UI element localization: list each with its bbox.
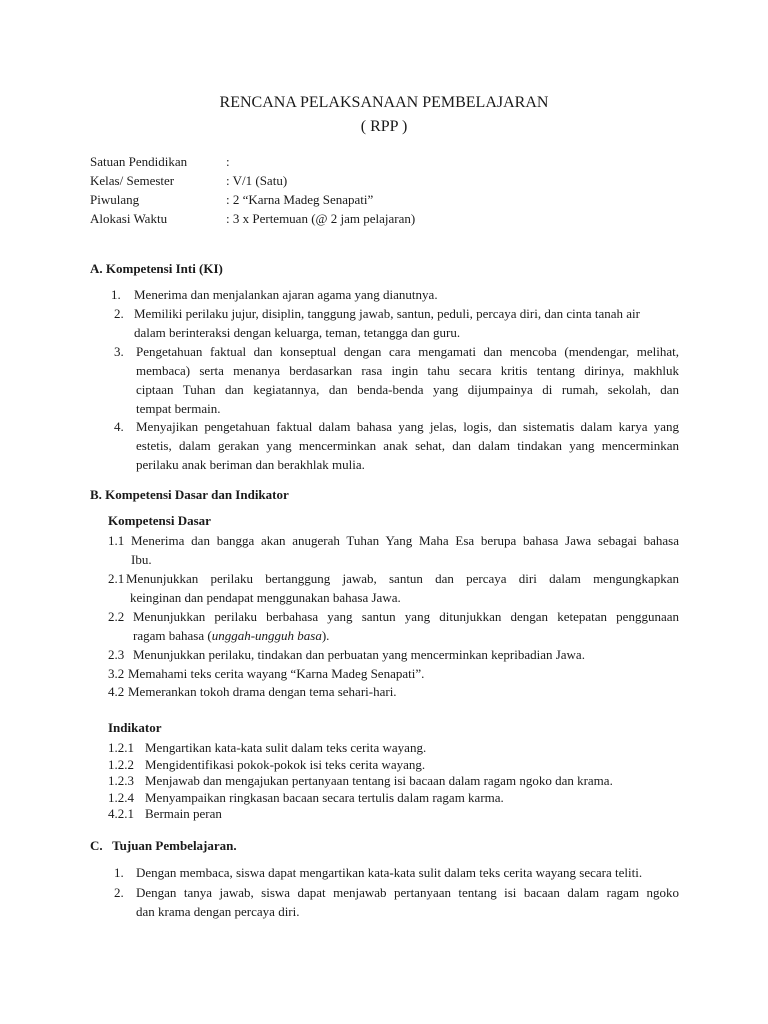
- ind-num-3: 1.2.3: [108, 773, 134, 788]
- ind-item-4: Menyampaikan ringkasan bacaan secara tertulis dalam ragam karma.: [145, 790, 504, 805]
- ind-item-1: Mengartikan kata-kata sulit dalam teks cerita wayang.: [145, 740, 427, 755]
- ind-item-2: Mengidentifikasi pokok-pokok isi teks cerita wayang.: [145, 757, 426, 772]
- kd-num-1-1: 1.1: [108, 533, 125, 548]
- ki-item-1: Menerima dan menjalankan ajaran agama yang dianutnya.: [134, 287, 438, 302]
- document-title: RENCANA PELAKSANAAN PEMBELAJARAN: [219, 94, 549, 111]
- kd-num-2-3: 2.3: [108, 647, 125, 662]
- ki-item-2: Memiliki perilaku jujur, disiplin, tanggung jawab, santun, peduli, percaya diri, dan cinta tanah air dalam berinteraksi dengan keluarga, teman, tetangga dan guru.: [134, 306, 640, 340]
- kd-item-2-2-last-line: ragam bahasa (unggah-ungguh basa).: [133, 627, 330, 643]
- info-label-alokasi: Alokasi Waktu: [90, 211, 168, 226]
- ind-num-4: 1.2.4: [108, 790, 134, 805]
- info-label-satuan: Satuan Pendidikan: [90, 154, 188, 169]
- kd-item-2-1: Menunjukkan perilaku bertanggung jawab, santun dan percaya diri dalam mengungkapkan keinginan dan pendapat menggunakan bahasa Jawa.: [126, 571, 679, 605]
- ki-num-3: 3.: [114, 344, 124, 359]
- ki-item-3: Pengetahuan faktual dan konseptual dengan cara mengamati dan mencoba (mendengar, melihat, membaca) serta menanya berdasarkan rasa ingin tahu secara kritis tentang dirinya, makhluk ciptaan Tuhan dan kegiatannya, dan benda-benda yang dijumpainya di rumah, sekolah, dan tempat bermain.: [136, 344, 679, 416]
- kd-heading: Kompetensi Dasar: [108, 513, 211, 528]
- ki-num-4: 4.: [114, 419, 124, 434]
- kd-item-4-2: Memerankan tokoh drama dengan tema sehari-hari.: [128, 684, 397, 699]
- info-value-piwulang: : 2 “Karna Madeg Senapati”: [226, 192, 374, 207]
- ind-item-3: Menjawab dan mengajukan pertanyaan tentang isi bacaan dalam ragam ngoko dan krama.: [145, 773, 613, 788]
- kd-item-2-2-italic: unggah-ungguh basa: [211, 627, 322, 643]
- ki-item-4: Menyajikan pengetahuan faktual dalam bahasa yang jelas, logis, dan sistematis dalam karya yang estetis, dalam gerakan yang mencerminkan anak sehat, dan dalam tindakan yang mencerminkan perilaku anak beriman dan berakhlak mulia.: [136, 419, 679, 472]
- ind-num-2: 1.2.2: [108, 757, 134, 772]
- section-b-heading: B. Kompetensi Dasar dan Indikator: [90, 487, 289, 502]
- kd-num-2-2: 2.2: [108, 609, 125, 624]
- tujuan-item-2: Dengan tanya jawab, siswa dapat menjawab pertanyaan tentang isi bacaan dalam ragam ngoko dan krama dengan percaya diri.: [136, 885, 679, 919]
- info-value-kelas: : V/1 (Satu): [226, 173, 288, 188]
- info-label-piwulang: Piwulang: [90, 192, 140, 207]
- kd-num-2-1: 2.1: [108, 571, 125, 586]
- info-value-satuan: :: [226, 154, 230, 169]
- ki-num-1: 1.: [111, 287, 121, 302]
- tujuan-item-1: Dengan membaca, siswa dapat mengartikan kata-kata sulit dalam teks cerita wayang secara teliti.: [136, 865, 643, 880]
- kd-item-3-2: Memahami teks cerita wayang “Karna Madeg Senapati”.: [128, 666, 425, 681]
- kd-num-4-2: 4.2: [108, 684, 125, 699]
- indikator-heading: Indikator: [108, 720, 162, 735]
- tujuan-num-1: 1.: [114, 865, 124, 880]
- kd-item-2-2: Menunjukkan perilaku berbahasa yang santun yang ditunjukkan dengan ketepatan penggunaan ragam bahasa (unggah-ungguh basa).: [133, 608, 679, 646]
- section-a-heading: A. Kompetensi Inti (KI): [90, 261, 223, 276]
- ind-num-5: 4.2.1: [108, 806, 134, 821]
- document-subtitle: ( RPP ): [360, 118, 408, 135]
- tujuan-num-2: 2.: [114, 885, 124, 900]
- kd-num-3-2: 3.2: [108, 666, 125, 681]
- ki-num-2: 2.: [114, 306, 124, 321]
- info-value-alokasi: : 3 x Pertemuan (@ 2 jam pelajaran): [226, 211, 416, 226]
- ind-num-1: 1.2.1: [108, 740, 134, 755]
- kd-item-2-3: Menunjukkan perilaku, tindakan dan perbuatan yang mencerminkan kepribadian Jawa.: [133, 647, 585, 662]
- kd-item-1-1: Menerima dan bangga akan anugerah Tuhan Yang Maha Esa berupa bahasa Jawa sebagai bahasa Ibu.: [131, 533, 679, 567]
- info-label-kelas: Kelas/ Semester: [90, 173, 175, 188]
- section-c-heading: C. Tujuan Pembelajaran.: [90, 838, 237, 853]
- ind-item-5: Bermain peran: [145, 806, 222, 821]
